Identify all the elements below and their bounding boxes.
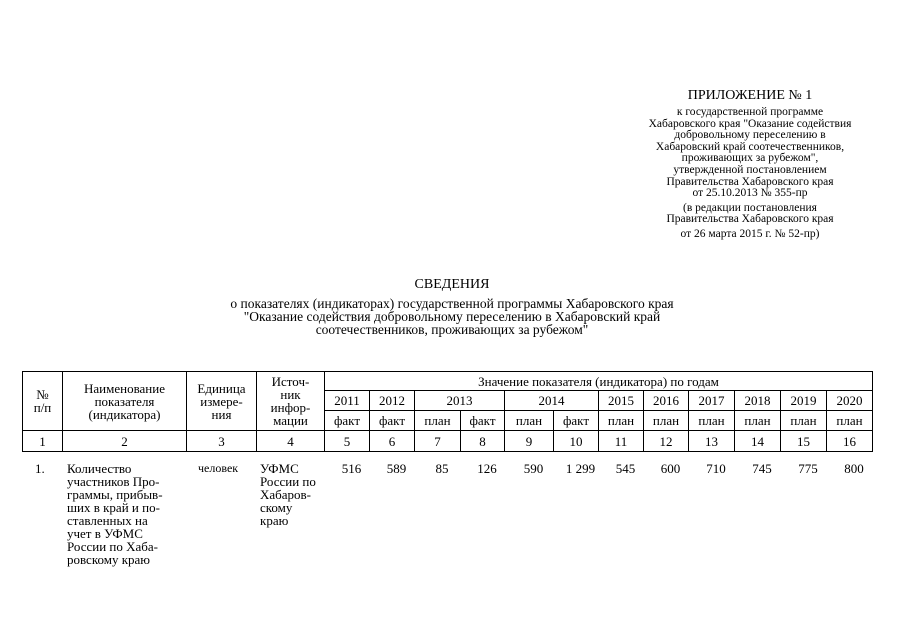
appendix-line: Хабаровского края "Оказание содействия bbox=[648, 117, 852, 130]
row-source: УФМС России по Хабаров- скому краю bbox=[260, 461, 316, 528]
value-type: факт bbox=[461, 411, 505, 431]
appendix-line: Правительства Хабаровского края bbox=[666, 175, 834, 188]
column-number: 10 bbox=[554, 431, 599, 452]
appendix-line: добровольному переселению в bbox=[674, 129, 826, 142]
appendix-line: Хабаровский край соотечественников, bbox=[655, 140, 845, 153]
title-line: о показателях (индикаторах) государственной программы Хабаровского края bbox=[230, 296, 674, 311]
column-number: 3 bbox=[187, 431, 257, 452]
value-type: план bbox=[827, 411, 873, 431]
header-values-group: Значение показателя (индикатора) по годам bbox=[325, 372, 873, 391]
appendix-block bbox=[600, 88, 900, 241]
column-number: 8 bbox=[461, 431, 505, 452]
year-header: 2020 bbox=[827, 391, 873, 411]
appendix-heading: ПРИЛОЖЕНИЕ № 1 bbox=[687, 88, 813, 103]
appendix-line: (в редакции постановления bbox=[683, 201, 817, 214]
year-header: 2017 bbox=[689, 391, 735, 411]
title-heading: СВЕДЕНИЯ bbox=[414, 277, 490, 292]
value-type: план bbox=[644, 411, 689, 431]
column-number: 16 bbox=[827, 431, 873, 452]
appendix-line: Правительства Хабаровского края bbox=[666, 213, 834, 226]
value-type: план bbox=[781, 411, 827, 431]
column-number: 11 bbox=[599, 431, 644, 452]
row-num: 1. bbox=[35, 461, 45, 476]
row-value: 800 bbox=[844, 461, 864, 476]
value-type: план bbox=[415, 411, 461, 431]
column-number: 2 bbox=[63, 431, 187, 452]
year-header: 2014 bbox=[505, 391, 599, 411]
column-number: 6 bbox=[370, 431, 415, 452]
row-indicator-name: Количество участников Про- граммы, прибыв- ших в край и по- ставленных на учет в УФМС России по Хаба- ровскому краю bbox=[67, 461, 163, 567]
column-number: 4 bbox=[257, 431, 325, 452]
appendix-line: проживающих за рубежом", bbox=[681, 152, 819, 165]
value-type: план bbox=[599, 411, 644, 431]
row-value: 590 bbox=[523, 461, 544, 476]
value-type: план bbox=[735, 411, 781, 431]
indicators-table bbox=[22, 371, 873, 452]
column-number: 15 bbox=[781, 431, 827, 452]
row-value: 126 bbox=[477, 461, 497, 476]
column-number: 7 bbox=[415, 431, 461, 452]
value-type: план bbox=[505, 411, 554, 431]
column-number: 5 bbox=[325, 431, 370, 452]
title-line: "Оказание содействия добровольному переселению в Хабаровский край bbox=[243, 309, 661, 324]
year-header: 2012 bbox=[370, 391, 415, 411]
column-number: 9 bbox=[505, 431, 554, 452]
column-number: 13 bbox=[689, 431, 735, 452]
column-number: 1 bbox=[23, 431, 63, 452]
column-number: 12 bbox=[644, 431, 689, 452]
row-value: 710 bbox=[706, 461, 726, 476]
row-value: 1 299 bbox=[565, 461, 596, 476]
row-value: 775 bbox=[798, 461, 818, 476]
row-value: 589 bbox=[386, 461, 407, 476]
year-header: 2011 bbox=[325, 391, 370, 411]
value-type: факт bbox=[325, 411, 370, 431]
header-name: Наименование показателя (индикатора) bbox=[63, 372, 187, 431]
year-header: 2013 bbox=[415, 391, 505, 411]
year-header: 2016 bbox=[644, 391, 689, 411]
year-header: 2019 bbox=[781, 391, 827, 411]
header-unit: Единица измере- ния bbox=[187, 372, 257, 431]
row-value: 545 bbox=[615, 461, 636, 476]
row-unit: человек bbox=[198, 461, 239, 475]
header-num: № п/п bbox=[23, 372, 63, 431]
row-value: 516 bbox=[341, 461, 362, 476]
title-line: соотечественников, проживающих за рубежом" bbox=[315, 322, 589, 337]
year-header: 2018 bbox=[735, 391, 781, 411]
appendix-line: от 26 марта 2015 г. № 52-пр) bbox=[680, 227, 820, 240]
value-type: план bbox=[689, 411, 735, 431]
row-value: 745 bbox=[752, 461, 772, 476]
value-type: факт bbox=[370, 411, 415, 431]
header-source: Источ- ник инфор- мации bbox=[257, 372, 325, 431]
row-value: 85 bbox=[435, 461, 449, 476]
column-number: 14 bbox=[735, 431, 781, 452]
row-value: 600 bbox=[660, 461, 681, 476]
document-title bbox=[152, 276, 752, 336]
appendix-line: к государственной программе bbox=[676, 106, 824, 118]
year-header: 2015 bbox=[599, 391, 644, 411]
value-type: факт bbox=[554, 411, 599, 431]
appendix-line: утвержденной постановлением bbox=[673, 163, 827, 176]
appendix-line: от 25.10.2013 № 355-пр bbox=[692, 187, 808, 200]
